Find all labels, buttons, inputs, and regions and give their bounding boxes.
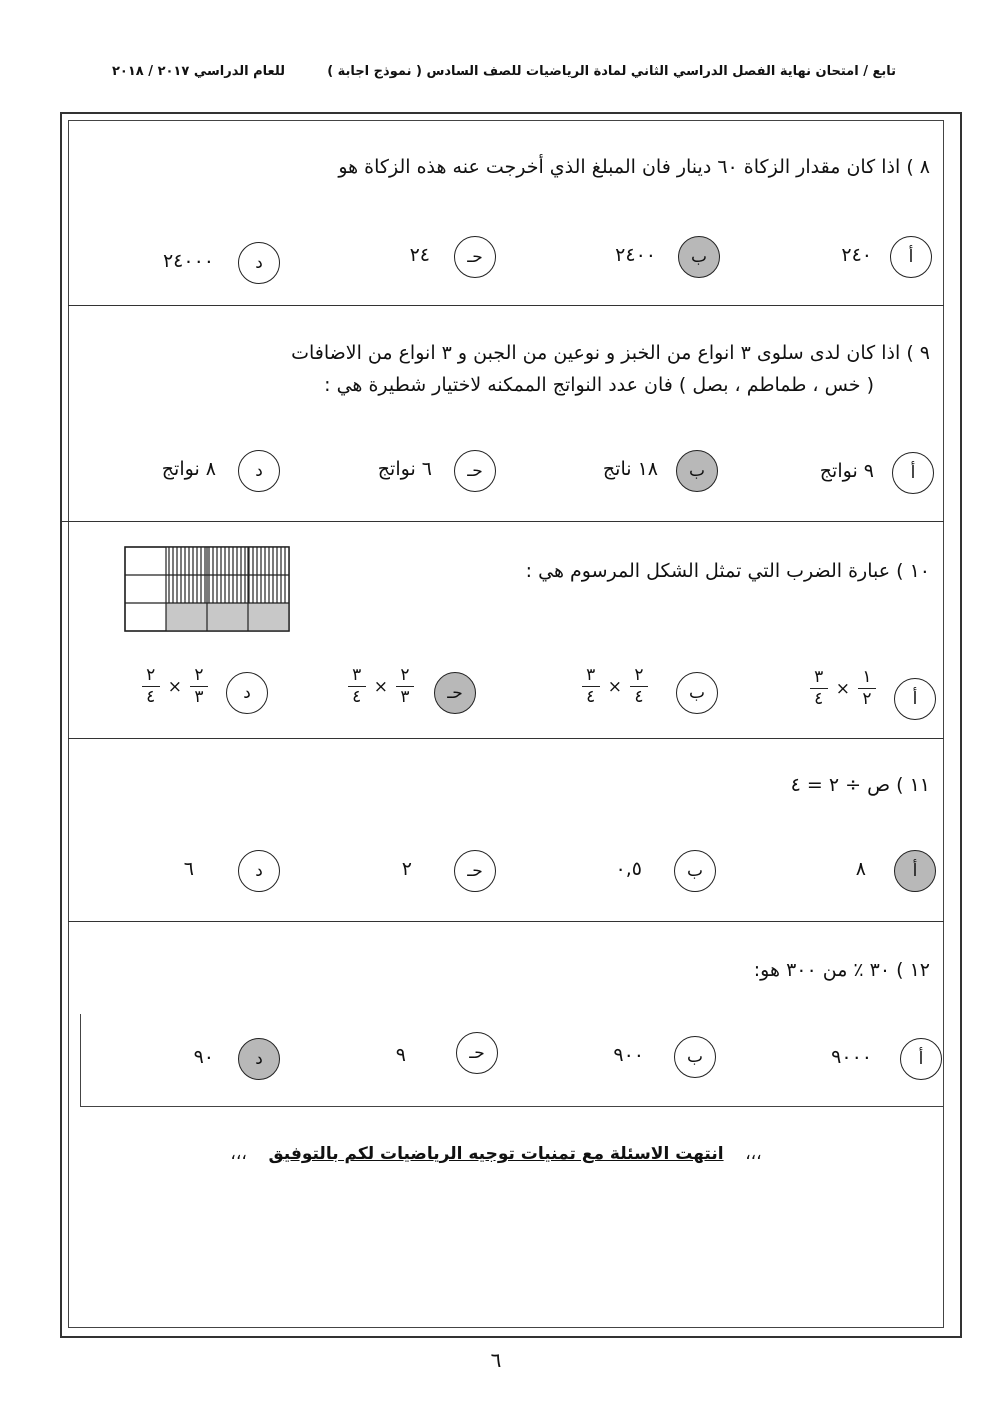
question-10-option-d[interactable] (114, 665, 268, 718)
divider (68, 738, 944, 739)
option-letter-circle[interactable]: د (226, 672, 268, 714)
option-letter-circle[interactable]: ب (674, 1036, 716, 1078)
option-letter-circle[interactable]: حـ (454, 236, 496, 278)
option-letter-circle[interactable]: د (238, 850, 280, 892)
question-12-text: ١٢ ) ٣٠ ٪ من ٣٠٠ هو: (753, 959, 930, 981)
option-letter-circle-selected[interactable]: حـ (434, 672, 476, 714)
option-value: ٩٠٠ (613, 1044, 644, 1066)
denominator: ٢ (862, 689, 872, 709)
divider (68, 921, 944, 922)
option-value: ٢٤٠٠٠ (162, 250, 214, 272)
fraction-expression (582, 666, 648, 707)
option-value: ٦ نواتج (377, 458, 432, 480)
question-12-option-a[interactable] (800, 1038, 944, 1084)
option-letter-circle[interactable]: أ (890, 236, 932, 278)
option-value: ٨ (855, 858, 866, 880)
option-letter-circle[interactable]: أ (894, 678, 936, 720)
option-letter-circle[interactable]: أ (892, 452, 934, 494)
option-letter-circle-selected[interactable]: أ (894, 850, 936, 892)
question-10-option-a[interactable] (790, 667, 938, 722)
times-sign: × (835, 678, 850, 699)
fraction (142, 666, 160, 707)
numerator: ٢ (194, 665, 204, 685)
page-number: ٦ (490, 1348, 502, 1372)
question-9-option-d[interactable] (124, 450, 280, 496)
question-10-option-c[interactable] (316, 665, 476, 718)
option-letter-circle-selected[interactable]: ب (678, 236, 720, 278)
option-value: ٢٤٠ (841, 244, 872, 266)
times-sign: × (167, 676, 182, 697)
option-value: ٩ نواتج (819, 460, 874, 482)
option-letter-circle[interactable]: حـ (454, 450, 496, 492)
denominator: ٤ (586, 687, 596, 707)
question-9-option-a[interactable] (760, 452, 936, 498)
question-11-option-c[interactable] (380, 850, 496, 896)
option-letter-circle[interactable]: د (238, 450, 280, 492)
exam-title: تابع / امتحان نهاية الفصل الدراسي الثاني لمادة الرياضيات للصف السادس ( نموذج اجابة ) (327, 64, 896, 79)
area-model-figure (124, 546, 290, 632)
denominator: ٤ (634, 687, 644, 707)
option-value: ١٨ ناتج (602, 458, 658, 480)
option-value: ٩ (395, 1044, 406, 1066)
option-value: ٦ (183, 858, 194, 880)
academic-year: للعام الدراسي ٢٠١٧ / ٢٠١٨ (112, 64, 286, 79)
numerator: ٢ (146, 665, 156, 685)
numerator: ١ (862, 667, 872, 687)
option-letter-circle[interactable]: ب (674, 850, 716, 892)
question-8-option-a[interactable] (770, 236, 936, 282)
question-8-text: ٨ ) اذا كان مقدار الزكاة ٦٠ دينار فان المبلغ الذي أخرجت عنه هذه الزكاة هو (338, 156, 930, 178)
question-11-option-b[interactable] (586, 850, 716, 896)
denominator: ٤ (352, 687, 362, 707)
question-9-line-1: ٩ ) اذا كان لدى سلوى ٣ انواع من الخبز و نوعين من الجبن و ٣ انواع من الاضافات (291, 342, 930, 364)
numerator: ٣ (814, 667, 824, 687)
option-letter-circle[interactable]: أ (900, 1038, 942, 1080)
denominator: ٤ (146, 687, 156, 707)
closing-commas-start: ،،، (745, 1144, 762, 1164)
numerator: ٣ (352, 665, 362, 685)
option-value: ٨ نواتج (161, 458, 216, 480)
option-value: ٢٤ (409, 244, 430, 266)
question-9-option-b[interactable] (560, 450, 718, 496)
option-letter-circle[interactable]: ب (676, 672, 718, 714)
option-value: ٢٤٠٠ (615, 244, 656, 266)
option-letter-circle-selected[interactable]: د (238, 1038, 280, 1080)
fraction (348, 666, 366, 707)
option-letter-circle[interactable]: حـ (456, 1032, 498, 1074)
divider (68, 305, 944, 306)
question-11-option-a[interactable] (820, 850, 938, 896)
fraction (582, 666, 600, 707)
fraction (810, 668, 828, 709)
question-12-option-c[interactable] (380, 1032, 498, 1078)
option-value: ٩٠ (193, 1046, 214, 1068)
numerator: ٢ (400, 665, 410, 685)
closing-message (0, 1144, 992, 1164)
question-12-option-b[interactable] (594, 1036, 716, 1082)
fraction-expression (348, 666, 414, 707)
question-11-text: ١١ ) ص ÷ ٢ = ٤ (790, 774, 930, 796)
question-10-text: ١٠ ) عبارة الضرب التي تمثل الشكل المرسوم هي : (525, 560, 930, 582)
option-letter-circle-selected[interactable]: ب (676, 450, 718, 492)
question-8-option-d[interactable] (138, 242, 280, 288)
question-9-option-c[interactable] (340, 450, 496, 496)
closing-commas-end: ،،، (230, 1144, 247, 1164)
question-9-line-2: ( خس ، طماطم ، بصل ) فان عدد النواتج الممكنه لاختيار شطيرة هي : (324, 374, 874, 396)
numerator: ٢ (634, 665, 644, 685)
fraction (630, 666, 648, 707)
fraction (858, 668, 876, 709)
divider (60, 521, 944, 522)
fraction (190, 666, 208, 707)
denominator: ٣ (194, 687, 204, 707)
numerator: ٣ (586, 665, 596, 685)
times-sign: × (607, 676, 622, 697)
page-header (0, 64, 992, 88)
closing-text: انتهت الاسئلة مع تمنيات توجيه الرياضيات لكم بالتوفيق (268, 1144, 724, 1164)
times-sign: × (373, 676, 388, 697)
denominator: ٤ (814, 689, 824, 709)
fraction-expression (142, 666, 208, 707)
question-11-option-d[interactable] (160, 850, 280, 896)
fraction-expression (810, 668, 876, 709)
question-8-option-c[interactable] (360, 236, 496, 282)
option-letter-circle[interactable]: حـ (454, 850, 496, 892)
question-8-option-b[interactable] (560, 236, 720, 282)
fraction (396, 666, 414, 707)
option-value: ٩٠٠٠ (831, 1046, 872, 1068)
option-value: ٠,٥ (615, 858, 642, 880)
denominator: ٣ (400, 687, 410, 707)
option-value: ٢ (401, 858, 412, 880)
question-12-option-d[interactable] (178, 1038, 280, 1084)
question-10-option-b[interactable] (542, 665, 718, 718)
option-letter-circle[interactable]: د (238, 242, 280, 284)
